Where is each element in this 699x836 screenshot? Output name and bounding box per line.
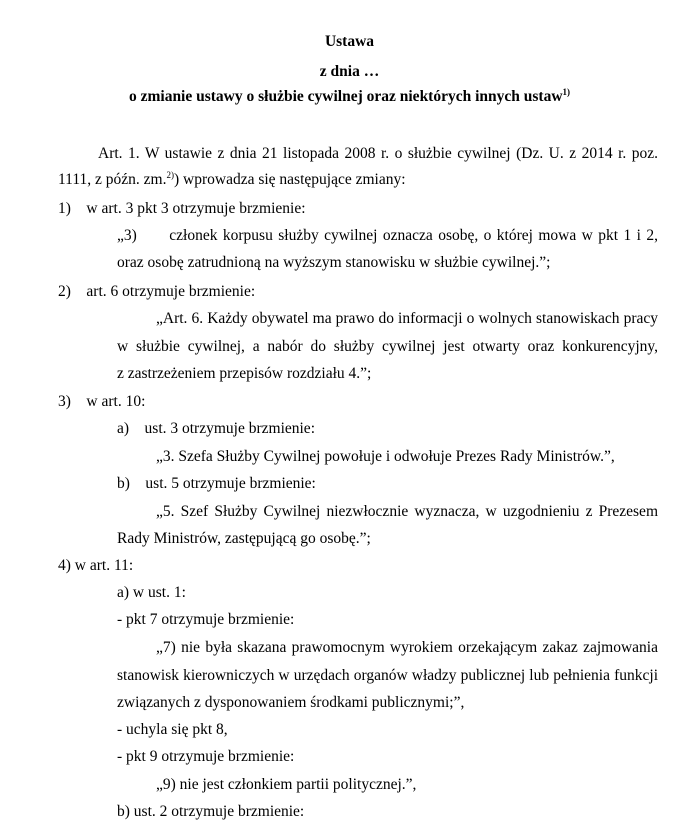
act-title: Ustawa [324,33,375,50]
point-4-b: b) ust. 2 otrzymuje brzmienie: [117,803,305,820]
point-2-quote-line-2: w służbie cywilnej, a nabór do służby cywilnej jest otwarty oraz konkurencyjny, [117,338,658,355]
act-date: z dnia … [319,63,380,80]
point-4-a-dash-3: - pkt 9 otrzymuje brzmienie: [117,748,295,765]
point-3: 3) w art. 10: [58,393,146,410]
point-3-b: b) ust. 5 otrzymuje brzmienie: [117,475,316,492]
act-subject-text: o zmianie ustawy o służbie cywilnej oraz niektórych innych ustaw [128,88,563,105]
point-4-a-quote-line-3: związanych z dysponowaniem środkami publicznymi;”, [117,694,465,711]
point-3-b-quote-line-1: „5. Szef Służby Cywilnej niezwłocznie wyznacza, w uzgodnieniu z Prezesem [156,503,658,520]
point-1: 1) w art. 3 pkt 3 otrzymuje brzmienie: [58,200,306,217]
point-1-quote-line-1: „3) członek korpusu służby cywilnej oznacza osobę, o której mowa w pkt 1 i 2, [117,227,658,244]
point-4-a: a) w ust. 1: [117,584,186,601]
point-3-b-quote-line-2: Rady Ministrów, zastępującą go osobę.”; [117,530,371,547]
point-4-a-dash-2: - uchyla się pkt 8, [117,721,228,738]
point-3-a-quote: „3. Szefa Służby Cywilnej powołuje i odwołuje Prezes Rady Ministrów.”, [156,448,615,465]
point-2-quote-line-3: z zastrzeżeniem przepisów rozdziału 4.”; [117,365,372,382]
article-1-line-2 [58,171,406,189]
point-3-a: a) ust. 3 otrzymuje brzmienie: [117,420,315,437]
point-1-quote-line-2: oraz osobę zatrudnioną na wyższym stanowisku w służbie cywilnej.”; [117,254,551,271]
point-2-quote-line-1: „Art. 6. Każdy obywatel ma prawo do informacji o wolnych stanowiskach pracy [156,310,658,327]
point-4: 4) w art. 11: [58,557,134,574]
point-2: 2) art. 6 otrzymuje brzmienie: [58,283,256,300]
point-4-a-dash-1: - pkt 7 otrzymuje brzmienie: [117,611,295,628]
point-4-a-quote-line-2: stanowisk kierowniczych w urzędach organów władzy publicznej lub pełnienia funkcji [117,667,658,684]
article-1-line-1: Art. 1. W ustawie z dnia 21 listopada 2008 r. o służbie cywilnej (Dz. U. z 2014 r. poz. [98,145,658,162]
point-4-a-quote-line-1: „7) nie była skazana prawomocnym wyrokiem orzekającym zakaz zajmowania [156,639,658,656]
act-subject [0,88,699,106]
footnote-ref: 2) [166,170,174,180]
article-1-line-2-text: 1111, z późn. zm. [58,171,167,188]
footnote-ref: 1) [562,87,571,97]
article-1-line-2-rest: ) wprowadza się następujące zmiany: [173,171,406,188]
point-4-a-quote-line-4: „9) nie jest członkiem partii politycznej.”, [156,776,417,793]
